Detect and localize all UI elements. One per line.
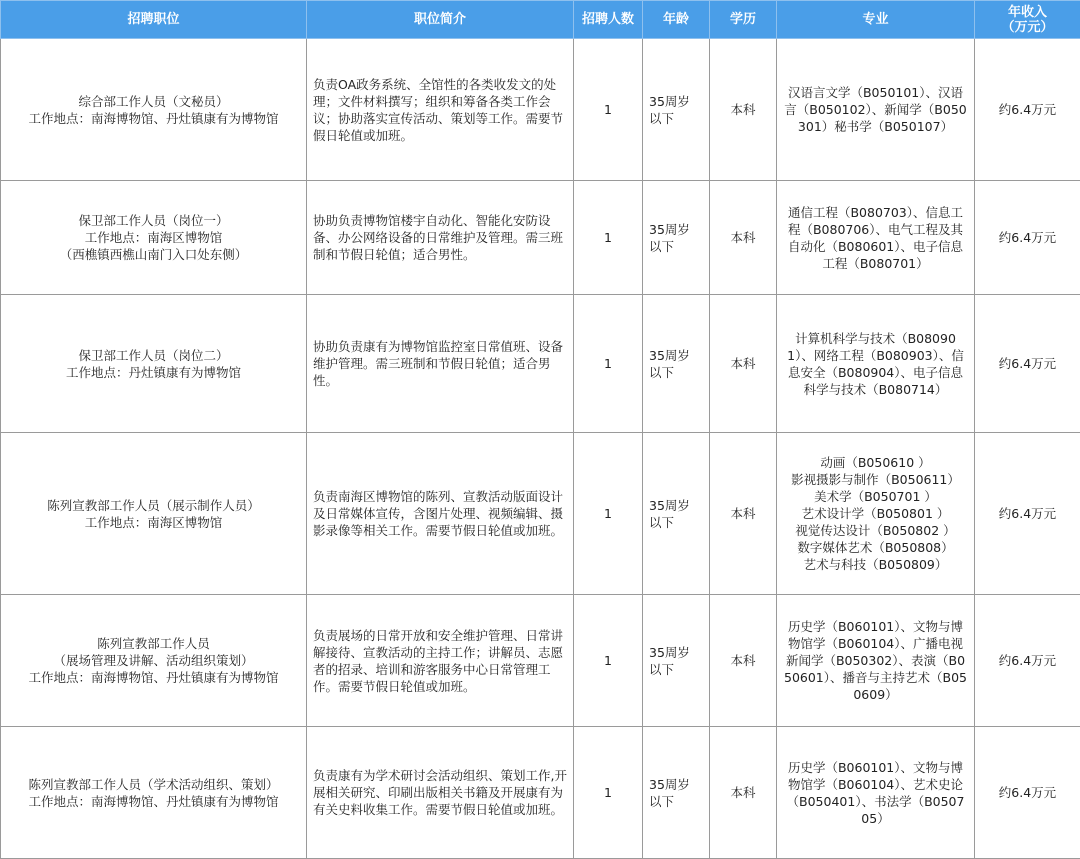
education-cell: 本科	[710, 433, 777, 595]
position-cell	[1, 727, 307, 859]
header-income-text: 年收入（万元）	[998, 5, 1058, 35]
major-line: 动画（B050610 ）	[783, 454, 968, 471]
header-major: 专业	[777, 1, 975, 39]
major-line: 美术学（B050701 ）	[783, 488, 968, 505]
income-cell: 约6.4万元	[975, 595, 1080, 727]
description-cell: 负责展场的日常开放和安全维护管理、日常讲解接待、宣教活动的主持工作；讲解员、志愿者的招录、培训和游客服务中心日常管理工作。需要节假日轮值或加班。	[307, 595, 574, 727]
description-cell: 协助负责康有为博物馆监控室日常值班、设备维护管理。需三班制和节假日轮值；适合男性。	[307, 295, 574, 433]
header-position: 招聘职位	[1, 1, 307, 39]
major-line: 影视摄影与制作（B050611）	[783, 471, 968, 488]
count-cell: 1	[574, 727, 643, 859]
header-education: 学历	[710, 1, 777, 39]
major-line: 艺术设计学（B050801 ）	[783, 505, 968, 522]
count-cell: 1	[574, 39, 643, 181]
description-cell: 负责康有为学术研讨会活动组织、策划工作,开展相关研究、印刷出版相关书籍及开展康有为有关史料收集工作。需要节假日轮值或加班。	[307, 727, 574, 859]
major-cell: 汉语言文学（B050101）、汉语言（B050102）、新闻学（B050301）秘书学（B050107）	[777, 39, 975, 181]
position-line: 工作地点：南海区博物馆	[7, 229, 300, 246]
income-cell: 约6.4万元	[975, 39, 1080, 181]
position-cell	[1, 295, 307, 433]
age-cell: 35周岁以下	[643, 181, 710, 295]
position-line: 工作地点：南海博物馆、丹灶镇康有为博物馆	[7, 669, 300, 686]
description-cell: 协助负责博物馆楼宇自动化、智能化安防设备、办公网络设备的日常维护及管理。需三班制和节假日轮值；适合男性。	[307, 181, 574, 295]
major-cell: 历史学（B060101）、文物与博物馆学（B060104）、艺术史论（B050401）、书法学（B050705）	[777, 727, 975, 859]
age-cell: 35周岁以下	[643, 433, 710, 595]
count-cell: 1	[574, 295, 643, 433]
position-line: （西樵镇西樵山南门入口处东侧）	[7, 246, 300, 263]
major-cell	[777, 433, 975, 595]
major-cell: 历史学（B060101）、文物与博物馆学（B060104）、广播电视新闻学（B050302）、表演（B050601）、播音与主持艺术（B050609）	[777, 595, 975, 727]
header-description: 职位简介	[307, 1, 574, 39]
header-income	[975, 1, 1080, 39]
table-row	[1, 595, 1080, 727]
major-line: 数字媒体艺术（B050808）	[783, 539, 968, 556]
age-cell: 35周岁以下	[643, 727, 710, 859]
table-row	[1, 181, 1080, 295]
age-cell: 35周岁以下	[643, 595, 710, 727]
income-cell: 约6.4万元	[975, 727, 1080, 859]
description-cell: 负责OA政务系统、全馆性的各类收发文的处理；文件材料撰写；组织和筹备各类工作会议；协助落实宣传活动、策划等工作。需要节假日轮值或加班。	[307, 39, 574, 181]
income-cell: 约6.4万元	[975, 433, 1080, 595]
position-line: 陈列宣教部工作人员（学术活动组织、策划）	[7, 776, 300, 793]
position-line: 工作地点：丹灶镇康有为博物馆	[7, 364, 300, 381]
header-count: 招聘人数	[574, 1, 643, 39]
age-cell: 35周岁以下	[643, 39, 710, 181]
major-line: 视觉传达设计（B050802 ）	[783, 522, 968, 539]
major-line: 艺术与科技（B050809）	[783, 556, 968, 573]
position-line: 保卫部工作人员（岗位二）	[7, 347, 300, 364]
position-cell	[1, 181, 307, 295]
position-cell	[1, 595, 307, 727]
table-row	[1, 295, 1080, 433]
description-cell: 负责南海区博物馆的陈列、宣教活动版面设计及日常媒体宣传，含图片处理、视频编辑、摄影录像等相关工作。需要节假日轮值或加班。	[307, 433, 574, 595]
table-body	[1, 39, 1080, 859]
position-line: 陈列宣教部工作人员	[7, 635, 300, 652]
position-line: 综合部工作人员（文秘员）	[7, 93, 300, 110]
position-cell	[1, 433, 307, 595]
count-cell: 1	[574, 433, 643, 595]
major-cell: 计算机科学与技术（B080901）、网络工程（B080903）、信息安全（B080904）、电子信息科学与技术（B080714）	[777, 295, 975, 433]
position-line: （展场管理及讲解、活动组织策划）	[7, 652, 300, 669]
table-row	[1, 39, 1080, 181]
count-cell: 1	[574, 181, 643, 295]
position-cell	[1, 39, 307, 181]
income-cell: 约6.4万元	[975, 295, 1080, 433]
header-row	[1, 1, 1080, 39]
education-cell: 本科	[710, 181, 777, 295]
position-line: 工作地点：南海博物馆、丹灶镇康有为博物馆	[7, 110, 300, 127]
position-line: 保卫部工作人员（岗位一）	[7, 212, 300, 229]
education-cell: 本科	[710, 295, 777, 433]
education-cell: 本科	[710, 727, 777, 859]
count-cell: 1	[574, 595, 643, 727]
major-cell: 通信工程（B080703）、信息工程（B080706）、电气工程及其自动化（B080601）、电子信息工程（B080701）	[777, 181, 975, 295]
table-row	[1, 727, 1080, 859]
header-age: 年龄	[643, 1, 710, 39]
age-cell: 35周岁以下	[643, 295, 710, 433]
education-cell: 本科	[710, 595, 777, 727]
position-line: 工作地点：南海博物馆、丹灶镇康有为博物馆	[7, 793, 300, 810]
position-line: 工作地点：南海区博物馆	[7, 514, 300, 531]
income-cell: 约6.4万元	[975, 181, 1080, 295]
table-row	[1, 433, 1080, 595]
position-line: 陈列宣教部工作人员（展示制作人员）	[7, 497, 300, 514]
education-cell: 本科	[710, 39, 777, 181]
